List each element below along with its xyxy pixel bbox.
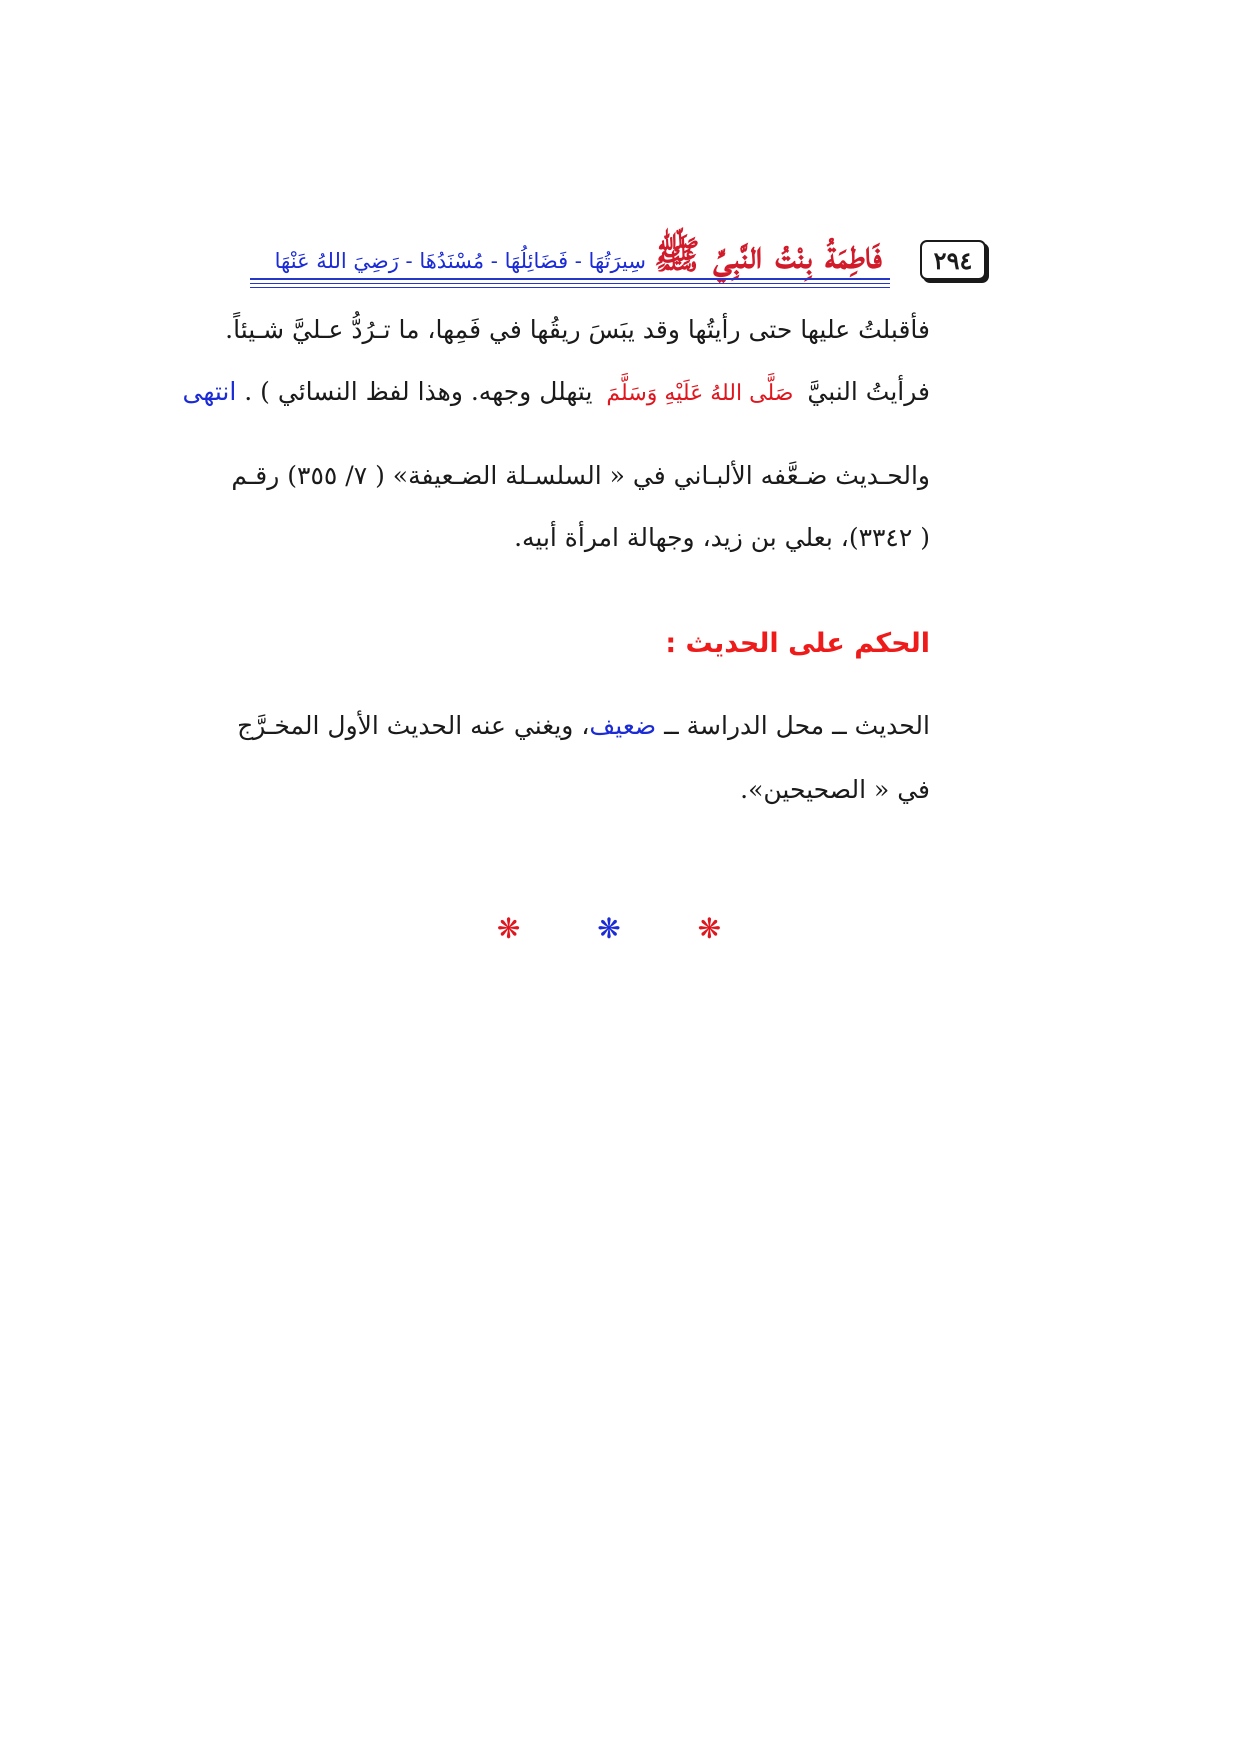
text: والحـديث ضـعَّفه الألبـاني في « السلسـلة الضـعيفة» ( ٧/ ٣٥٥) رقـم (231, 461, 930, 490)
section-line-1 (237, 706, 930, 746)
end-marker: انتهى (182, 377, 237, 406)
paragraph-1-line-1 (225, 310, 930, 350)
page-number: ٢٩٤ (920, 240, 986, 280)
text: يتهلل وجهه. وهذا لفظ النسائي ) . (244, 377, 593, 406)
header-rule (250, 287, 890, 288)
text: فرأيتُ النبيَّ (807, 377, 930, 406)
text: ، ويغني عنه الحديث الأول المخـرَّج (237, 711, 590, 740)
page-header (250, 212, 990, 292)
paragraph-2-line-2 (250, 518, 930, 558)
text: الحديث ــ محل الدراسة ــ (664, 711, 930, 740)
running-title (274, 212, 882, 277)
text: فأقبلتُ عليها حتى رأيتُها وقد يبَسَ ريقُها في فَمِها، ما تـرُدُّ عـليَّ شـيئاً. (225, 315, 930, 344)
header-rule (250, 278, 890, 280)
separator-star-icon: ❋ (597, 912, 643, 945)
book-title: فَاطِمَةُ بِنْتُ النَّبِيِّ ﷺ (654, 232, 882, 277)
section-line-2 (250, 770, 930, 810)
header-rule (250, 283, 890, 284)
section-separator (0, 912, 1240, 945)
book-subtitle: سِيرَتُهَا - فَضَائِلُهَا - مُسْنَدُهَا - رَضِيَ اللهُ عَنْهَا (274, 248, 646, 273)
verdict-word: ضعيف (589, 711, 657, 740)
salawat-calligraphy: صَلَّى اللهُ عَلَيْهِ وَسَلَّمَ (606, 381, 794, 406)
text: ( ٣٣٤٢)، بعلي بن زيد، وجهالة امرأة أبيه. (514, 523, 930, 552)
separator-star-icon: ❋ (697, 912, 744, 945)
section-heading: الحكم على الحديث : (665, 628, 930, 659)
separator-star-icon: ❋ (496, 912, 543, 945)
paragraph-1-line-2 (182, 372, 930, 414)
text: في « الصحيحين». (740, 775, 930, 804)
paragraph-2-line-1 (231, 456, 930, 496)
